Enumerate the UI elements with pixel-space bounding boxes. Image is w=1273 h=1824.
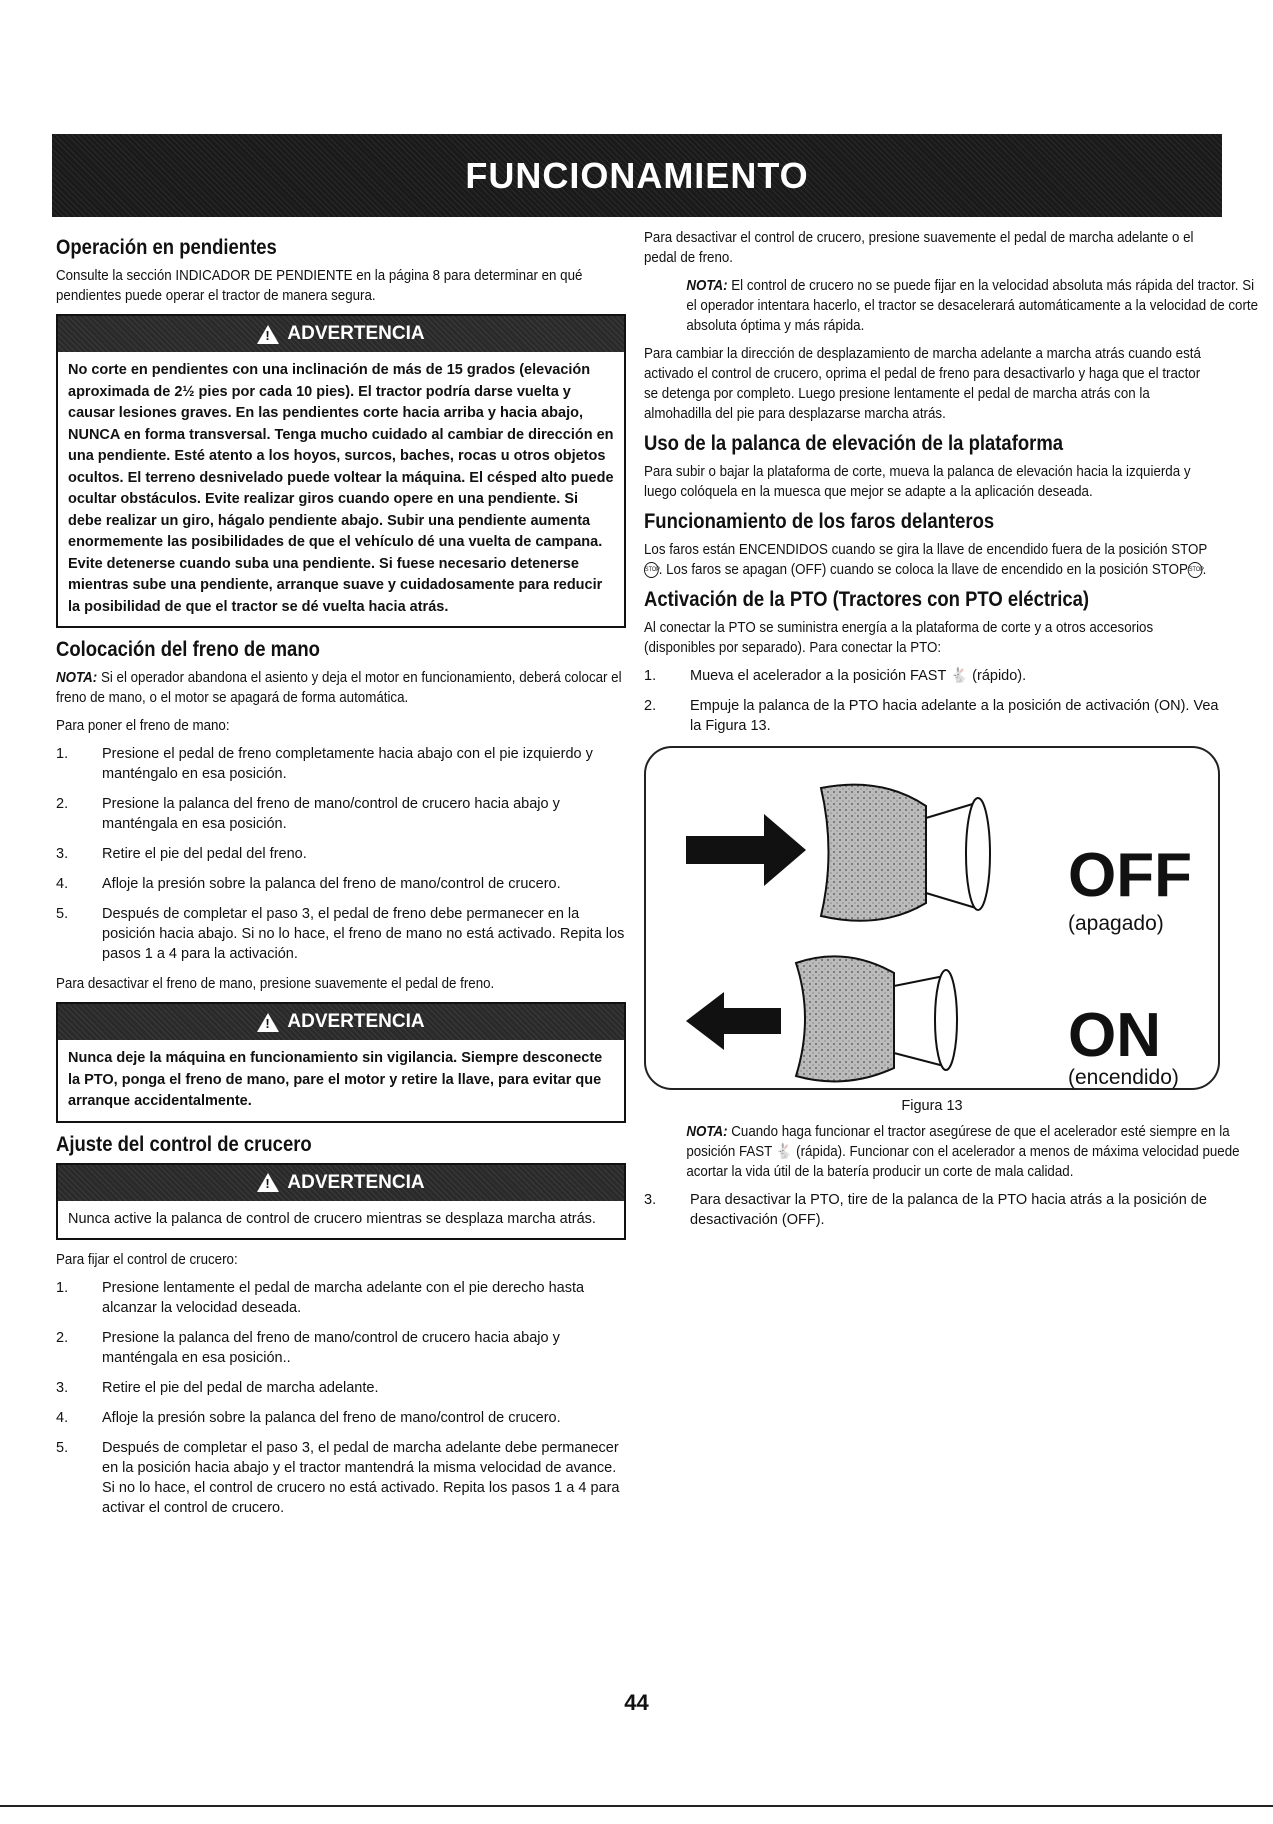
right-column <box>644 228 1259 1240</box>
warning-icon <box>257 325 279 344</box>
list-item: 5. Después de completar el paso 3, el pedal de marcha adelante debe permanecer en la posición hacia abajo y el tractor mantendrá la misma velocidad de avance. Si no lo hace, el control de crucero no está activado. Repita los pasos 1 a 4 para activar el control de crucero. <box>56 1440 620 1516</box>
slopes-heading: Operación en pendientes <box>56 236 277 259</box>
cruise-deactivate: Para desactivar el control de crucero, presione suavemente el pedal de marcha adelante o el pedal de freno. <box>644 230 1194 266</box>
page-title: FUNCIONAMIENTO <box>465 154 809 196</box>
warning-title: ADVERTENCIA <box>287 323 425 344</box>
left-arrow-icon <box>686 992 781 1050</box>
rabbit-icon: 🐇 <box>775 1144 793 1160</box>
cruise-reverse: Para cambiar la dirección de desplazamiento de marcha adelante a marcha atrás cuando está activado el control de crucero, oprima el pedal de freno para desactivarlo y haga que el tractor se detenga por completo. Luego presione lentamente el pedal de marcha atrás con la almohadilla del pie para desplazarse marcha atrás. <box>644 346 1201 422</box>
lift-heading: Uso de la palanca de elevación de la plataforma <box>644 432 1064 455</box>
brake-lead: Para poner el freno de mano: <box>56 718 230 734</box>
lift-text: Para subir o bajar la plataforma de corte, mueva la palanca de elevación hacia la izquierda y luego colóquela en la muesca que mejor se adapte a la aplicación deseada. <box>644 464 1191 500</box>
brake-steps <box>56 744 626 964</box>
list-item: 4. Afloje la presión sobre la palanca del freno de mano/control de crucero. <box>56 1410 561 1426</box>
warning-text: No corte en pendientes con una inclinación de más de 15 grados (elevación aproximada de 2½ pies por cada 10 pies). El tractor podría darse vuelta y causar lesiones graves. En las pendientes corte hacia arriba y hacia abajo, NUNCA en forma transversal. Tenga mucho cuidado al cambiar de dirección en una pendiente. Esté atento a los hoyos, surcos, baches, rocas u otros objetos ocultos. El terreno desnivelado puede voltear la máquina. El césped alto puede ocultar obstáculos. Evite realizar giros cuando opere en una pendiente. Si debe realizar un giro, hágalo pendiente abajo. Subir una pendiente aumenta enormemente las posibilidades de que el vehículo dé una vuelta de campana. Evite detenerse cuando suba una pendiente. Si fuese necesario detenerse mientras sube una pendiente, arranque suave y cuidadosamente para reducir la posibilidad de que el tractor se dé vuelta hacia atrás. <box>68 362 614 615</box>
cruise-lead: Para fijar el control de crucero: <box>56 1252 238 1268</box>
knob-on-icon <box>796 956 957 1081</box>
pto-intro: Al conectar la PTO se suministra energía a la plataforma de corte y a otros accesorios (disponibles por separado). Para conectar la PTO: <box>644 620 1154 656</box>
slopes-intro: Consulte la sección INDICADOR DE PENDIENTE en la página 8 para determinar en qué pendientes puede operar el tractor de manera segura. <box>56 268 583 304</box>
bottom-rule <box>0 1805 1273 1807</box>
off-sublabel: (apagado) <box>1068 912 1164 935</box>
slopes-warning <box>56 314 626 628</box>
knob-off-icon <box>821 785 990 921</box>
pto-steps-cont <box>644 1190 1220 1230</box>
brake-heading: Colocación del freno de mano <box>56 638 320 661</box>
left-column <box>56 228 626 1528</box>
figure-caption: Figura 13 <box>901 1098 963 1114</box>
warning-icon <box>257 1013 279 1032</box>
list-item: 3. Para desactivar la PTO, tire de la palanca de la PTO hacia atrás a la posición de desactivación (OFF). <box>644 1192 1207 1228</box>
section-banner <box>52 134 1222 217</box>
brake-note: NOTA: Si el operador abandona el asiento y deja el motor en funcionamiento, deberá colocar el freno de mano, o el motor se apagará de forma automática. <box>56 670 622 706</box>
on-label: ON <box>1068 1001 1161 1070</box>
warning-icon <box>257 1173 279 1192</box>
pto-heading: Activación de la PTO (Tractores con PTO eléctrica) <box>644 588 1090 611</box>
right-arrow-icon <box>686 814 806 886</box>
list-item: 1. Presione lentamente el pedal de marcha adelante con el pie derecho hasta alcanzar la velocidad deseada. <box>56 1280 585 1316</box>
cruise-note: NOTA: El control de crucero no se puede fijar en la velocidad absoluta más rápida del tractor. Si el operador intentara hacerlo, el tractor se desacelerará automáticamente a la velocidad de corte absoluta óptima y más rápida. <box>686 278 1259 334</box>
cruise-warning <box>56 1163 626 1241</box>
list-item: 2. Empuje la palanca de la PTO hacia adelante a la posición de activación (ON). Vea la Figura 13. <box>644 698 1219 734</box>
lights-text: Los faros están ENCENDIDOS cuando se gira la llave de encendido fuera de la posición STOPSTOP. Los faros se apagan (OFF) cuando se coloca la llave de encendido en la posición STOPSTOP. <box>644 542 1208 578</box>
list-item: 3. Retire el pie del pedal del freno. <box>56 846 307 862</box>
warning-title: ADVERTENCIA <box>287 1171 425 1193</box>
cruise-steps <box>56 1278 626 1518</box>
stop-icon: STOP <box>1188 562 1203 578</box>
lights-heading: Funcionamiento de los faros delanteros <box>644 510 995 533</box>
stop-icon: STOP <box>644 562 659 578</box>
warning-title: ADVERTENCIA <box>287 1011 425 1032</box>
list-item: 5. Después de completar el paso 3, el pedal de freno debe permanecer en la posición hacia abajo. Si no lo hace, el freno de mano no está activado. Repita los pasos 1 a 4 para la activación. <box>56 906 625 962</box>
page-number: 44 <box>624 1690 649 1715</box>
list-item: 2. Presione la palanca del freno de mano/control de crucero hacia abajo y manténgala en esa posición.. <box>56 1330 560 1366</box>
pto-note: NOTA: Cuando haga funcionar el tractor asegúrese de que el acelerador esté siempre en la posición FAST 🐇 (rápida). Funcionar con el acelerador a menos de máxima velocidad puede acortar la vida útil de la batería producir un corte de mala calidad. <box>686 1124 1240 1180</box>
figure-13 <box>644 746 1220 1090</box>
brake-warning <box>56 1002 626 1123</box>
rabbit-icon: 🐇 <box>950 668 969 684</box>
list-item: 1. Presione el pedal de freno completamente hacia abajo con el pie izquierdo y manténgalo en esa posición. <box>56 746 593 782</box>
list-item: 3. Retire el pie del pedal de marcha adelante. <box>56 1380 379 1396</box>
off-label: OFF <box>1068 841 1192 910</box>
on-sublabel: (encendido) <box>1068 1066 1179 1089</box>
list-item: 1. Mueva el acelerador a la posición FAST 🐇 (rápido). <box>644 668 1027 684</box>
cruise-heading: Ajuste del control de crucero <box>56 1132 312 1156</box>
brake-release: Para desactivar el freno de mano, presione suavemente el pedal de freno. <box>56 976 495 992</box>
list-item: 4. Afloje la presión sobre la palanca del freno de mano/control de crucero. <box>56 876 561 892</box>
warning-text: Nunca deje la máquina en funcionamiento sin vigilancia. Siempre desconecte la PTO, ponga el freno de mano, pare el motor y retire la llave, para evitar que arranque accidentalmente. <box>68 1050 603 1109</box>
pto-steps <box>644 666 1220 736</box>
warning-text: Nunca active la palanca de control de crucero mientras se desplaza marcha atrás. <box>68 1210 596 1227</box>
list-item: 2. Presione la palanca del freno de mano/control de crucero hacia abajo y manténgala en esa posición. <box>56 796 560 832</box>
